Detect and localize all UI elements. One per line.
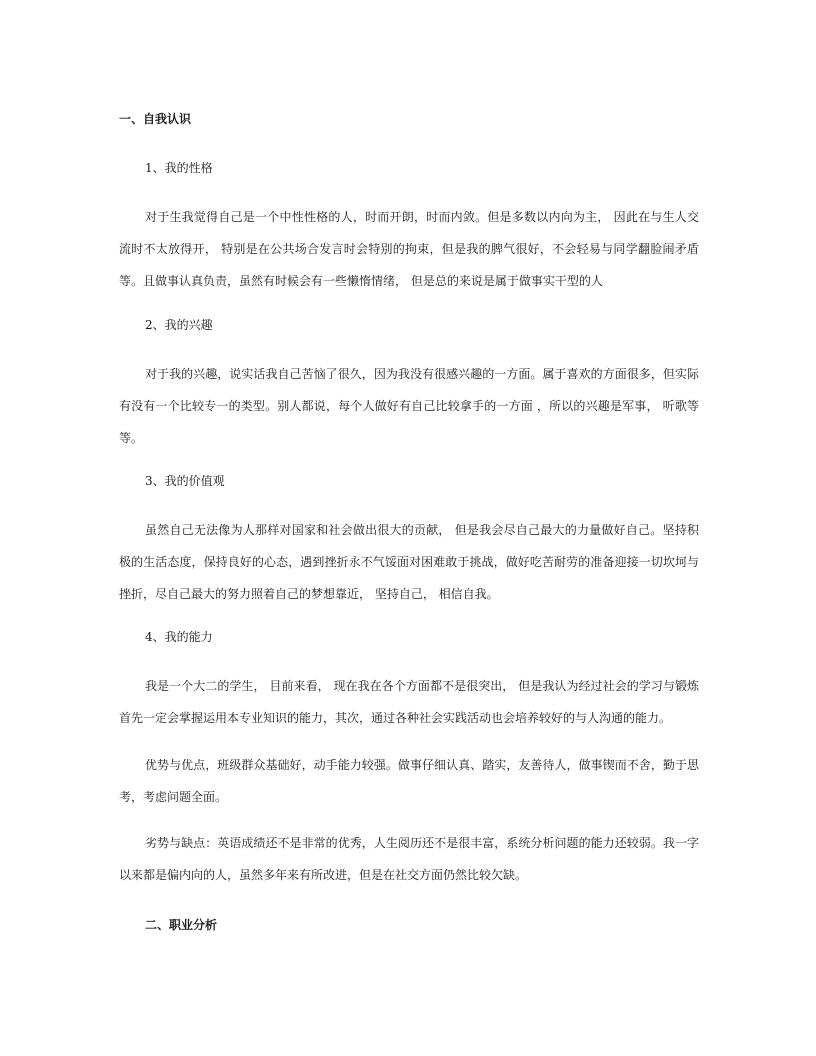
section-heading-self-knowledge: 一、自我认识	[119, 112, 192, 126]
paragraph-values: 虽然自己无法像为人那样对国家和社会做出很大的贡献， 但是我会尽自己最大的力量做好自己。坚持积极的生活态度，保持良好的心态，遇到挫折永不气馁面对困难敢于挑战，做好吃苦耐劳的准备迎接一切坎坷与挫折，尽自己最大的努力照着自己的梦想靠近， 坚持自己， 相信自我。	[119, 523, 699, 601]
paragraph-personality: 对于生我觉得自己是一个中性性格的人，时而开朗，时而内敛。但是多数以内向为主， 因此在与生人交流时不太放得开， 特别是在公共场合发言时会特别的拘束，但是我的脾气很好，不会轻易与同学翻脸闹矛盾等。且做事认真负责，虽然有时候会有一些懒惰情绪， 但是总的来说是属于做事实干型的人	[119, 210, 699, 288]
subsection-title-personality: 1、我的性格	[145, 161, 213, 175]
section-heading-career-analysis: 二、职业分析	[145, 918, 218, 932]
paragraph-abilities: 我是一个大二的学生， 目前来看， 现在我在各个方面都不是很突出， 但是我认为经过社会的学习与锻炼首先一定会掌握运用本专业知识的能力，其次，通过各种社会实践活动也会培养较好的与人沟通的能力。	[119, 679, 699, 725]
subsection-title-interests: 2、我的兴趣	[145, 318, 213, 332]
paragraph-interests: 对于我的兴趣，说实话我自己苦恼了很久，因为我没有很感兴趣的一方面。属于喜欢的方面很多，但实际有没有一个比较专一的类型。别人都说，每个人做好有自己比较拿手的一方面 ，所以的兴趣是军事， 听歌等等。	[119, 367, 699, 445]
subsection-title-abilities: 4、我的能力	[145, 630, 213, 644]
paragraph-strengths: 优势与优点，班级群众基础好，动手能力较强。做事仔细认真、踏实，友善待人，做事锲而不舍，勤于思考，考虑问题全面。	[119, 758, 699, 804]
subsection-title-values: 3、我的价值观	[145, 474, 225, 488]
paragraph-weaknesses: 劣势与缺点：英语成绩还不是非常的优秀，人生阅历还不是很丰富，系统分析问题的能力还较弱。我一字以来都是偏内向的人，虽然多年来有所改进，但是在社交方面仍然比较欠缺。	[119, 836, 699, 882]
